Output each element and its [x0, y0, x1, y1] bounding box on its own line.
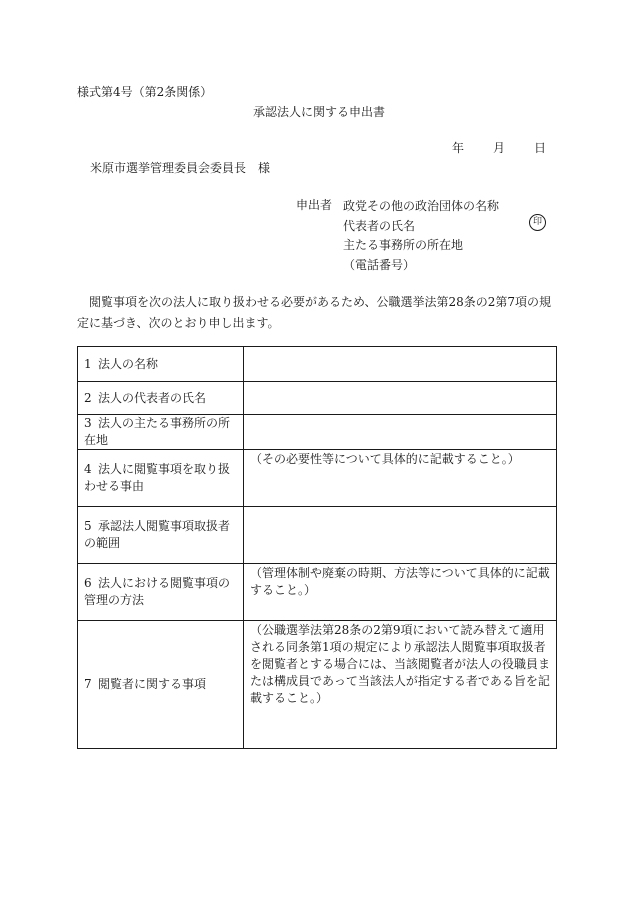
- applicant-label: 申出者: [296, 198, 333, 212]
- form-number: 様式第4号（第2条関係）: [77, 85, 213, 99]
- table-row: [78, 450, 557, 507]
- date-year: 年: [452, 141, 465, 155]
- row-value-cell[interactable]: [244, 347, 557, 382]
- intro-paragraph: 閲覧事項を次の法人に取り扱わせる必要があるため、公職選挙法第28条の2第7項の規定に基づき、次のとおり申し出ます。: [77, 295, 552, 330]
- date-day: 日: [534, 141, 547, 155]
- applicant-phone: （電話番号）: [343, 257, 416, 272]
- applicant-office-address: 主たる事務所の所在地: [343, 238, 464, 252]
- table-row: [78, 621, 557, 749]
- row-value-cell[interactable]: [244, 382, 557, 415]
- applicant-org-name: 政党その他の政治団体の名称: [343, 199, 500, 213]
- row-label: 7 閲覧者に関する事項: [78, 621, 244, 749]
- table-row: [78, 507, 557, 564]
- date-month: 月: [493, 141, 506, 155]
- table-row: [78, 382, 557, 415]
- row-label: 4 法人に閲覧事項を取り扱わせる事由: [78, 450, 244, 507]
- application-table: [77, 346, 557, 749]
- row-label: 6 法人における閲覧事項の管理の方法: [78, 564, 244, 621]
- applicant-fields: [343, 197, 499, 275]
- table-row: [78, 415, 557, 450]
- row-label: 5 承認法人閲覧事項取扱者の範囲: [78, 507, 244, 564]
- row-value-cell[interactable]: [244, 415, 557, 450]
- row-value-cell[interactable]: （その必要性等について具体的に記載すること。）: [244, 450, 557, 507]
- table-row: [78, 564, 557, 621]
- row-value-cell[interactable]: [244, 507, 557, 564]
- table-row: [78, 347, 557, 382]
- date-line: [452, 140, 546, 156]
- applicant-representative: 代表者の氏名: [343, 218, 416, 233]
- row-value-cell[interactable]: （管理体制や廃棄の時期、方法等について具体的に記載すること。）: [244, 564, 557, 621]
- row-label: 3 法人の主たる事務所の所在地: [78, 415, 244, 450]
- addressee: 米原市選挙管理委員会委員長 様: [90, 161, 271, 175]
- row-label: 1 法人の名称: [78, 347, 244, 382]
- document-title: 承認法人に関する申出書: [253, 105, 386, 119]
- row-value-cell[interactable]: （公職選挙法第28条の2第9項において読み替えて適用される同条第1項の規定により承認法人閲覧事項取扱者を閲覧者とする場合には、当該閲覧者が法人の役職員または構成員であって当該法人が指定する者である旨を記載すること。）: [244, 621, 557, 749]
- row-label: 2 法人の代表者の氏名: [78, 382, 244, 415]
- seal-mark: 印: [529, 214, 546, 231]
